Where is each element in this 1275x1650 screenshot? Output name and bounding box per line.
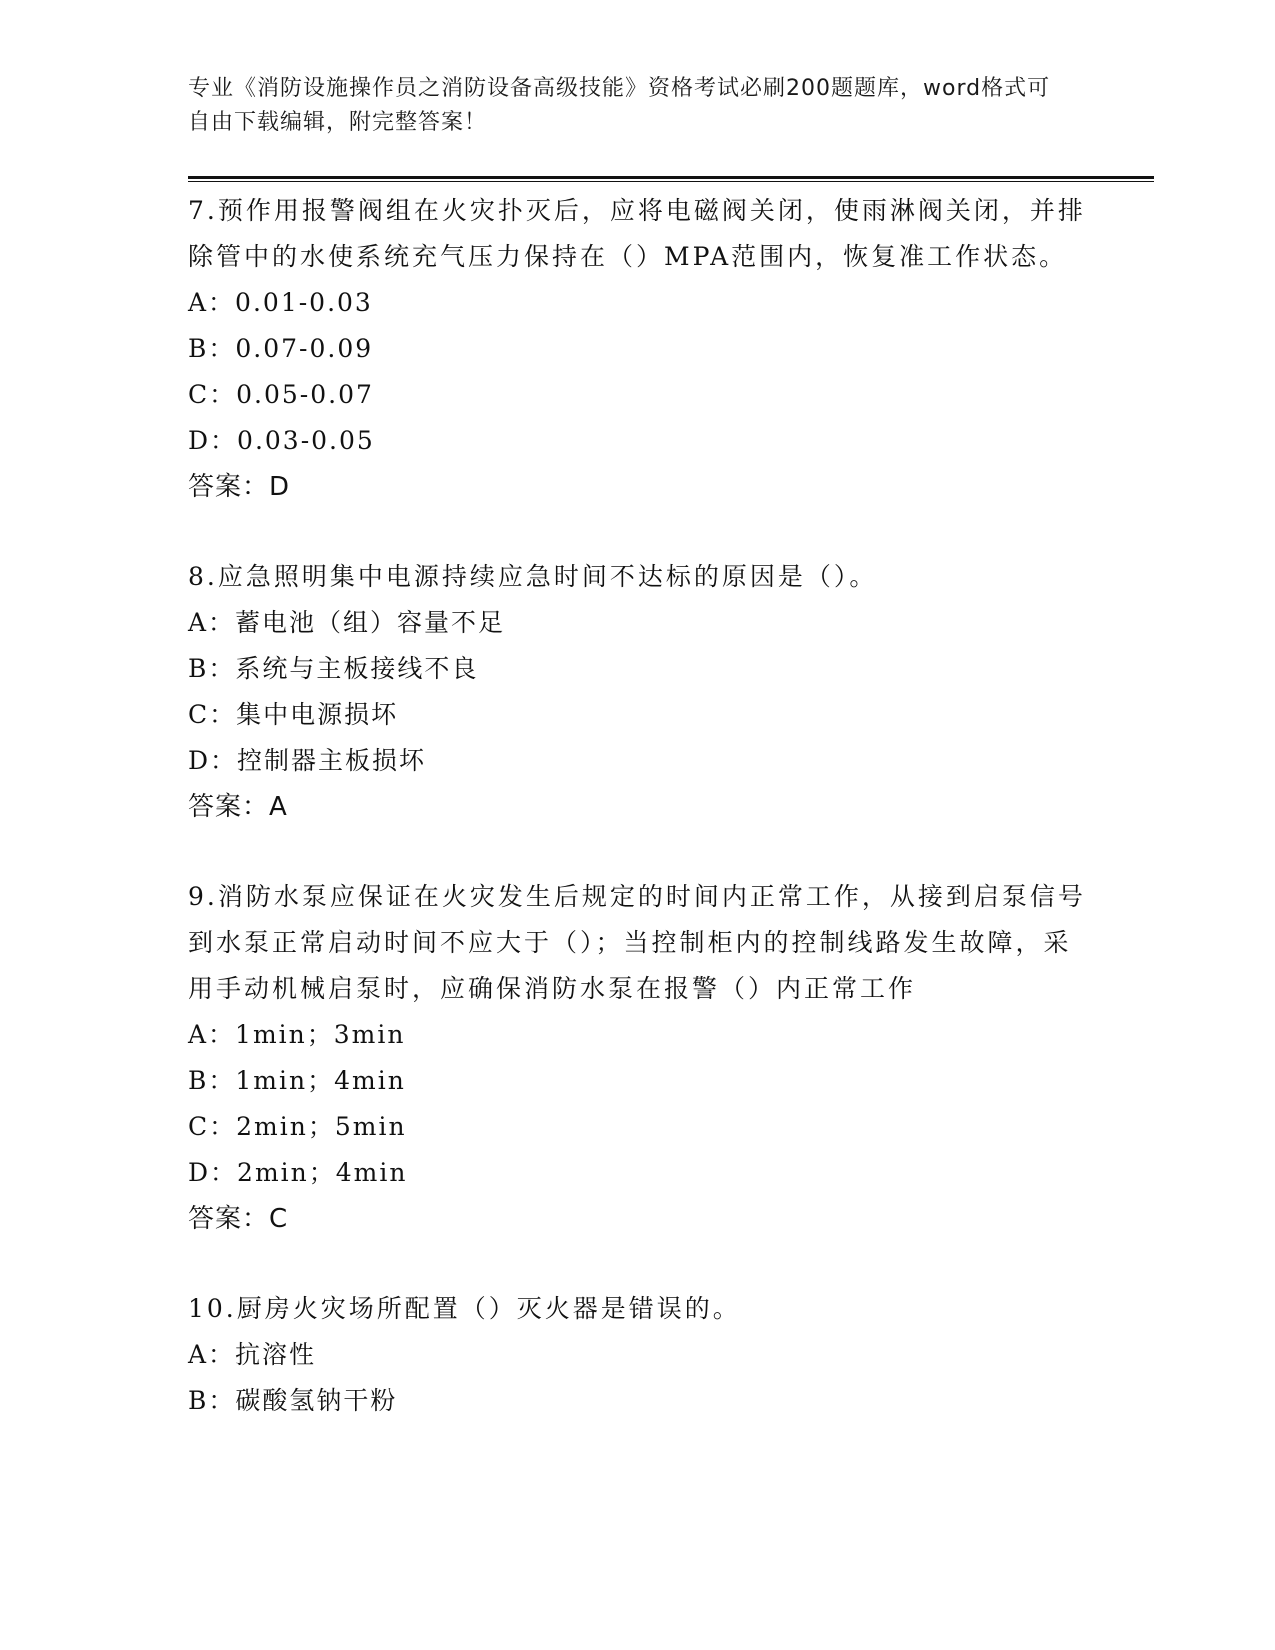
header-divider-thin xyxy=(188,181,1154,182)
option-d: D：0.03-0.05 xyxy=(188,426,375,455)
option-b: B：0.07-0.09 xyxy=(188,334,374,363)
question-9 xyxy=(188,874,1088,1242)
option-c: C：集中电源损坏 xyxy=(188,700,399,729)
option-a: A：抗溶性 xyxy=(188,1340,317,1369)
question-8 xyxy=(188,554,1088,830)
option-b: B：系统与主板接线不良 xyxy=(188,654,479,683)
question-7 xyxy=(188,188,1088,510)
option-a: A：1min；3min xyxy=(188,1020,406,1049)
option-d: D：2min；4min xyxy=(188,1158,408,1187)
question-stem: 9.消防水泵应保证在火灾发生后规定的时间内正常工作，从接到启泵信号到水泵正常启动时间不应大于（）；当控制柜内的控制线路发生故障，采用手动机械启泵时，应确保消防水泵在报警（）内正常工作 xyxy=(188,882,1086,1003)
question-list xyxy=(188,188,1088,1468)
option-b: B：1min；4min xyxy=(188,1066,406,1095)
option-c: C：0.05-0.07 xyxy=(188,380,374,409)
option-b: B：碳酸氢钠干粉 xyxy=(188,1386,398,1415)
option-a: A：蓄电池（组）容量不足 xyxy=(188,608,506,637)
option-d: D：控制器主板损坏 xyxy=(188,746,427,775)
question-10 xyxy=(188,1286,1088,1424)
option-c: C：2min；5min xyxy=(188,1112,407,1141)
question-stem: 7.预作用报警阀组在火灾扑灭后，应将电磁阀关闭，使雨淋阀关闭，并排除管中的水使系统充气压力保持在（）MPA范围内，恢复准工作状态。 xyxy=(188,196,1086,271)
question-stem: 10.厨房火灾场所配置（）灭火器是错误的。 xyxy=(188,1294,741,1323)
header-divider-thick xyxy=(188,176,1154,179)
answer-label: 答案：A xyxy=(188,792,288,822)
answer-label: 答案：D xyxy=(188,472,291,502)
option-a: A：0.01-0.03 xyxy=(188,288,373,317)
document-header: 专业《消防设施操作员之消防设备高级技能》资格考试必刷200题题库，word格式可自由下载编辑，附完整答案！ xyxy=(188,76,1051,135)
answer-label: 答案：C xyxy=(188,1204,289,1234)
question-stem: 8.应急照明集中电源持续应急时间不达标的原因是（）。 xyxy=(188,562,878,591)
